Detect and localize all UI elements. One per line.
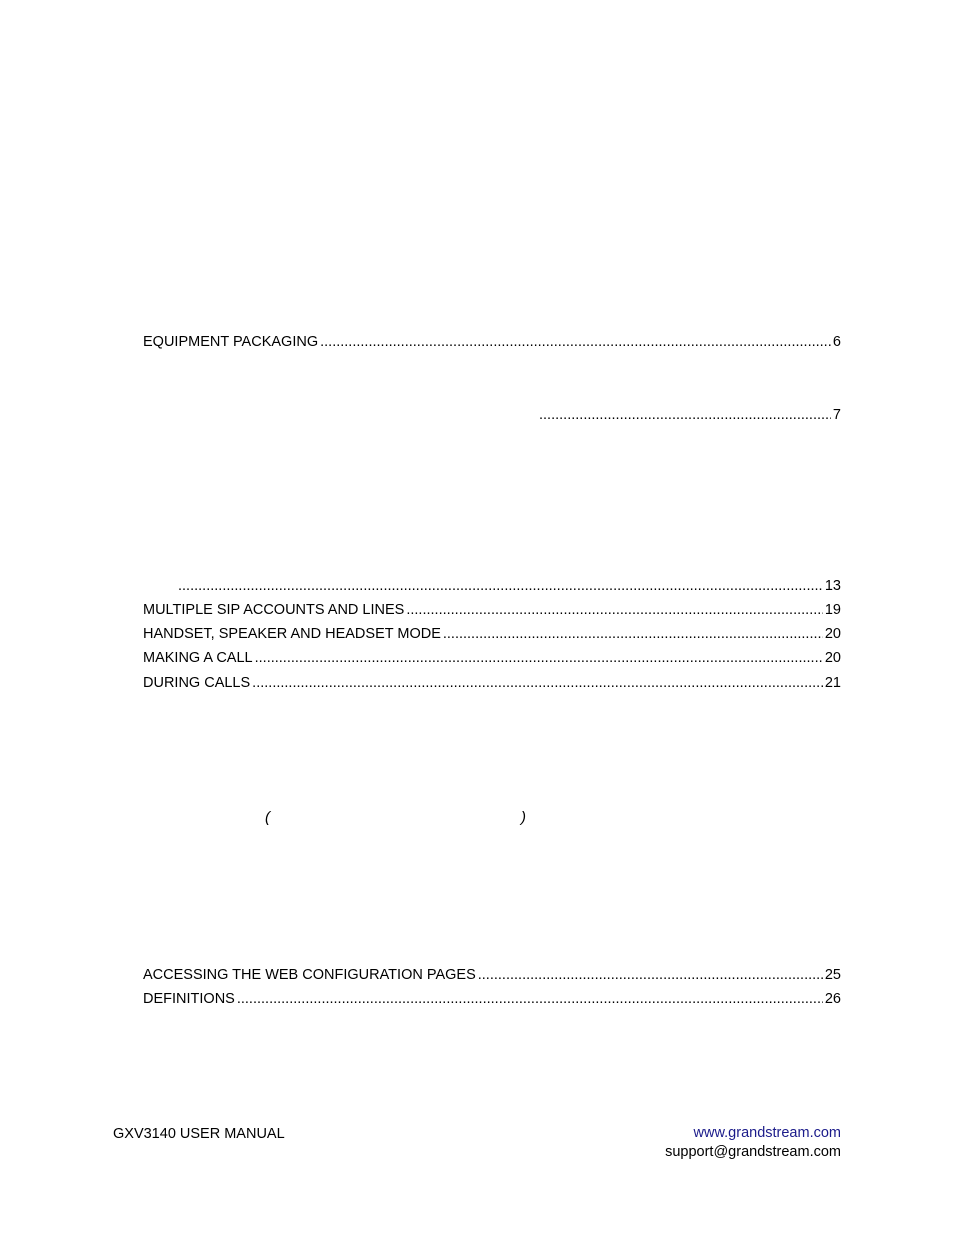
toc-entry-making-a-call[interactable] — [143, 648, 841, 668]
dot-leader — [255, 648, 823, 668]
close-parenthesis: ) — [521, 809, 526, 826]
dot-leader — [406, 600, 823, 620]
dot-leader — [320, 332, 831, 352]
toc-entry-page: 21 — [824, 675, 841, 691]
footer-manual-title: GXV3140 USER MANUAL — [113, 1126, 285, 1142]
toc-entry-title: HANDSET, SPEAKER AND HEADSET MODE — [143, 626, 441, 642]
toc-entry-title: MAKING A CALL — [143, 650, 253, 666]
toc-entry-page: 20 — [824, 650, 841, 666]
toc-entry-page: 26 — [824, 991, 841, 1007]
toc-entry-page-13[interactable] — [176, 576, 841, 596]
dot-leader — [443, 624, 823, 644]
dot-leader — [252, 673, 823, 693]
toc-entry-definitions[interactable] — [143, 989, 841, 1009]
toc-entry-page: 25 — [824, 967, 841, 983]
support-email: support@grandstream.com — [665, 1144, 841, 1160]
toc-entry-page: 7 — [832, 407, 841, 423]
toc-entry-handset-speaker-headset[interactable] — [143, 624, 841, 644]
toc-entry-page: 19 — [824, 602, 841, 618]
toc-entry-page: 6 — [832, 334, 841, 350]
open-parenthesis: ( — [265, 809, 270, 826]
toc-entry-page: 13 — [824, 578, 841, 594]
toc-entry-during-calls[interactable] — [143, 673, 841, 693]
toc-entry-accessing-web-config[interactable] — [143, 965, 841, 985]
toc-entry-page-7[interactable] — [537, 405, 841, 425]
dot-leader — [178, 576, 823, 596]
toc-entry-title: ACCESSING THE WEB CONFIGURATION PAGES — [143, 967, 476, 983]
dot-leader — [237, 989, 823, 1009]
toc-entry-title: MULTIPLE SIP ACCOUNTS AND LINES — [143, 602, 405, 618]
toc-entry-title: DURING CALLS — [143, 675, 251, 691]
toc-entry-title: DEFINITIONS — [143, 991, 235, 1007]
website-link[interactable]: www.grandstream.com — [693, 1125, 841, 1141]
toc-entry-multiple-sip-accounts[interactable] — [143, 600, 841, 620]
dot-leader — [478, 965, 823, 985]
toc-entry-equipment-packaging[interactable] — [143, 332, 841, 352]
dot-leader — [539, 405, 831, 425]
toc-entry-title: EQUIPMENT PACKAGING — [143, 334, 319, 350]
footer-contact — [665, 1124, 841, 1162]
toc-entry-page: 20 — [824, 626, 841, 642]
